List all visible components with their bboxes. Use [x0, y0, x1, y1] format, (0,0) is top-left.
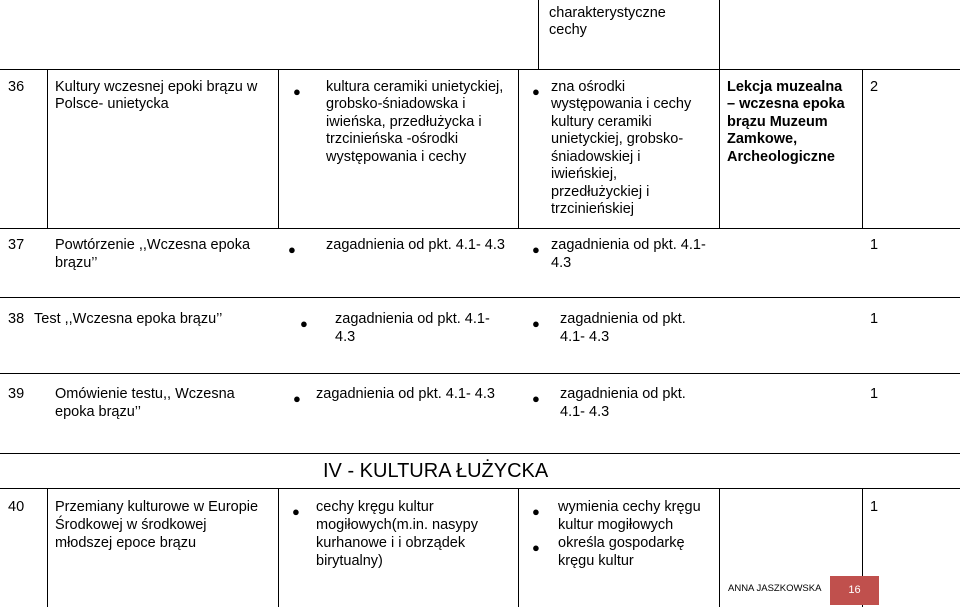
topic-line: Omówienie testu,, Wczesna: [55, 386, 235, 402]
topic-line: Powtórzenie ,,Wczesna epoka: [55, 237, 251, 253]
header-cell-line-2: cechy: [549, 22, 587, 38]
requirement-line: przedłużyckiej i: [551, 184, 650, 200]
content-line: 4.3: [335, 329, 356, 345]
topic-line: młodszej epoce brązu: [55, 535, 197, 551]
bullet-icon: ●: [532, 316, 540, 331]
notes-line: – wczesna epoka: [727, 96, 845, 112]
requirement-line: zagadnienia od pkt.: [560, 311, 686, 327]
requirement-line: zagadnienia od pkt.: [560, 386, 686, 402]
footer-author: ANNA JASZKOWSKA: [728, 583, 822, 594]
requirement-line: iwieńskiej,: [551, 166, 618, 182]
section-title: IV - KULTURA ŁUŻYCKA: [323, 460, 549, 482]
content-line: trzcinieńska -ośrodki: [326, 131, 459, 147]
notes-line: Lekcja muzealna: [727, 79, 843, 95]
content-line: kurhanowe i i obrządek: [316, 535, 466, 551]
requirement-line: występowania i cechy: [551, 96, 692, 112]
row-number: 36: [8, 79, 25, 95]
topic-line: brązu’’: [55, 255, 98, 271]
hours-value: 1: [870, 386, 879, 402]
content-line: kultura ceramiki unietyckiej,: [326, 79, 504, 95]
hours-value: 1: [870, 311, 879, 327]
header-cell-line-1: charakterystyczne: [549, 5, 666, 21]
row-number: 37: [8, 237, 25, 253]
notes-line: brązu Muzeum: [727, 114, 828, 130]
requirement-line: trzcinieńskiej: [551, 201, 634, 217]
content-line: birytualny): [316, 553, 383, 569]
row-number: 38: [8, 311, 25, 327]
bullet-icon: ●: [532, 84, 540, 99]
requirement-line: określa gospodarkę: [558, 535, 685, 551]
content-line: zagadnienia od pkt. 4.1- 4.3: [316, 386, 495, 402]
content-line: grobsko-śniadowska i: [326, 96, 466, 112]
bullet-icon: ●: [532, 242, 540, 257]
content-line: występowania i cechy: [326, 149, 467, 165]
notes-line: Zamkowe,: [727, 131, 798, 147]
bullet-icon: ●: [300, 316, 308, 331]
topic-line: Środkowej w środkowej: [55, 517, 207, 533]
bullet-icon: ●: [532, 540, 540, 555]
bullet-icon: ●: [293, 391, 301, 406]
requirement-line: unietyckiej, grobsko-: [551, 131, 684, 147]
requirement-line: kultury ceramiki: [551, 114, 652, 130]
requirement-line: kultur mogiłowych: [558, 517, 674, 533]
requirement-line: wymienia cechy kręgu: [558, 499, 701, 515]
requirement-line: zagadnienia od pkt. 4.1-: [551, 237, 706, 253]
row-number: 40: [8, 499, 25, 515]
content-line: zagadnienia od pkt. 4.1- 4.3: [326, 237, 505, 253]
content-line: zagadnienia od pkt. 4.1-: [335, 311, 490, 327]
bullet-icon: ●: [293, 84, 301, 99]
topic-line: Polsce- unietycka: [55, 96, 169, 112]
bullet-icon: ●: [292, 504, 300, 519]
requirement-line: 4.1- 4.3: [560, 404, 610, 420]
topic-line: epoka brązu’’: [55, 404, 141, 420]
content-line: iwieńska, przedłużycka i: [326, 114, 482, 130]
bullet-icon: ●: [532, 504, 540, 519]
content-line: mogiłowych(m.in. nasypy: [316, 517, 478, 533]
topic-line: Kultury wczesnej epoki brązu w: [55, 79, 258, 95]
topic-line: Przemiany kulturowe w Europie: [55, 499, 259, 515]
requirement-line: 4.3: [551, 255, 572, 271]
requirement-line: zna ośrodki: [551, 79, 626, 95]
hours-value: 1: [870, 499, 879, 515]
bullet-icon: ●: [532, 391, 540, 406]
requirement-line: śniadowskiej i: [551, 149, 641, 165]
content-line: cechy kręgu kultur: [316, 499, 434, 515]
requirement-line: 4.1- 4.3: [560, 329, 610, 345]
requirement-line: kręgu kultur: [558, 553, 634, 569]
hours-value: 2: [870, 79, 879, 95]
hours-value: 1: [870, 237, 879, 253]
bullet-icon: ●: [288, 242, 296, 257]
topic-line: Test ,,Wczesna epoka brązu’’: [34, 311, 223, 327]
page-number-badge: 16: [830, 576, 879, 605]
row-number: 39: [8, 386, 25, 402]
notes-line: Archeologiczne: [727, 149, 835, 165]
